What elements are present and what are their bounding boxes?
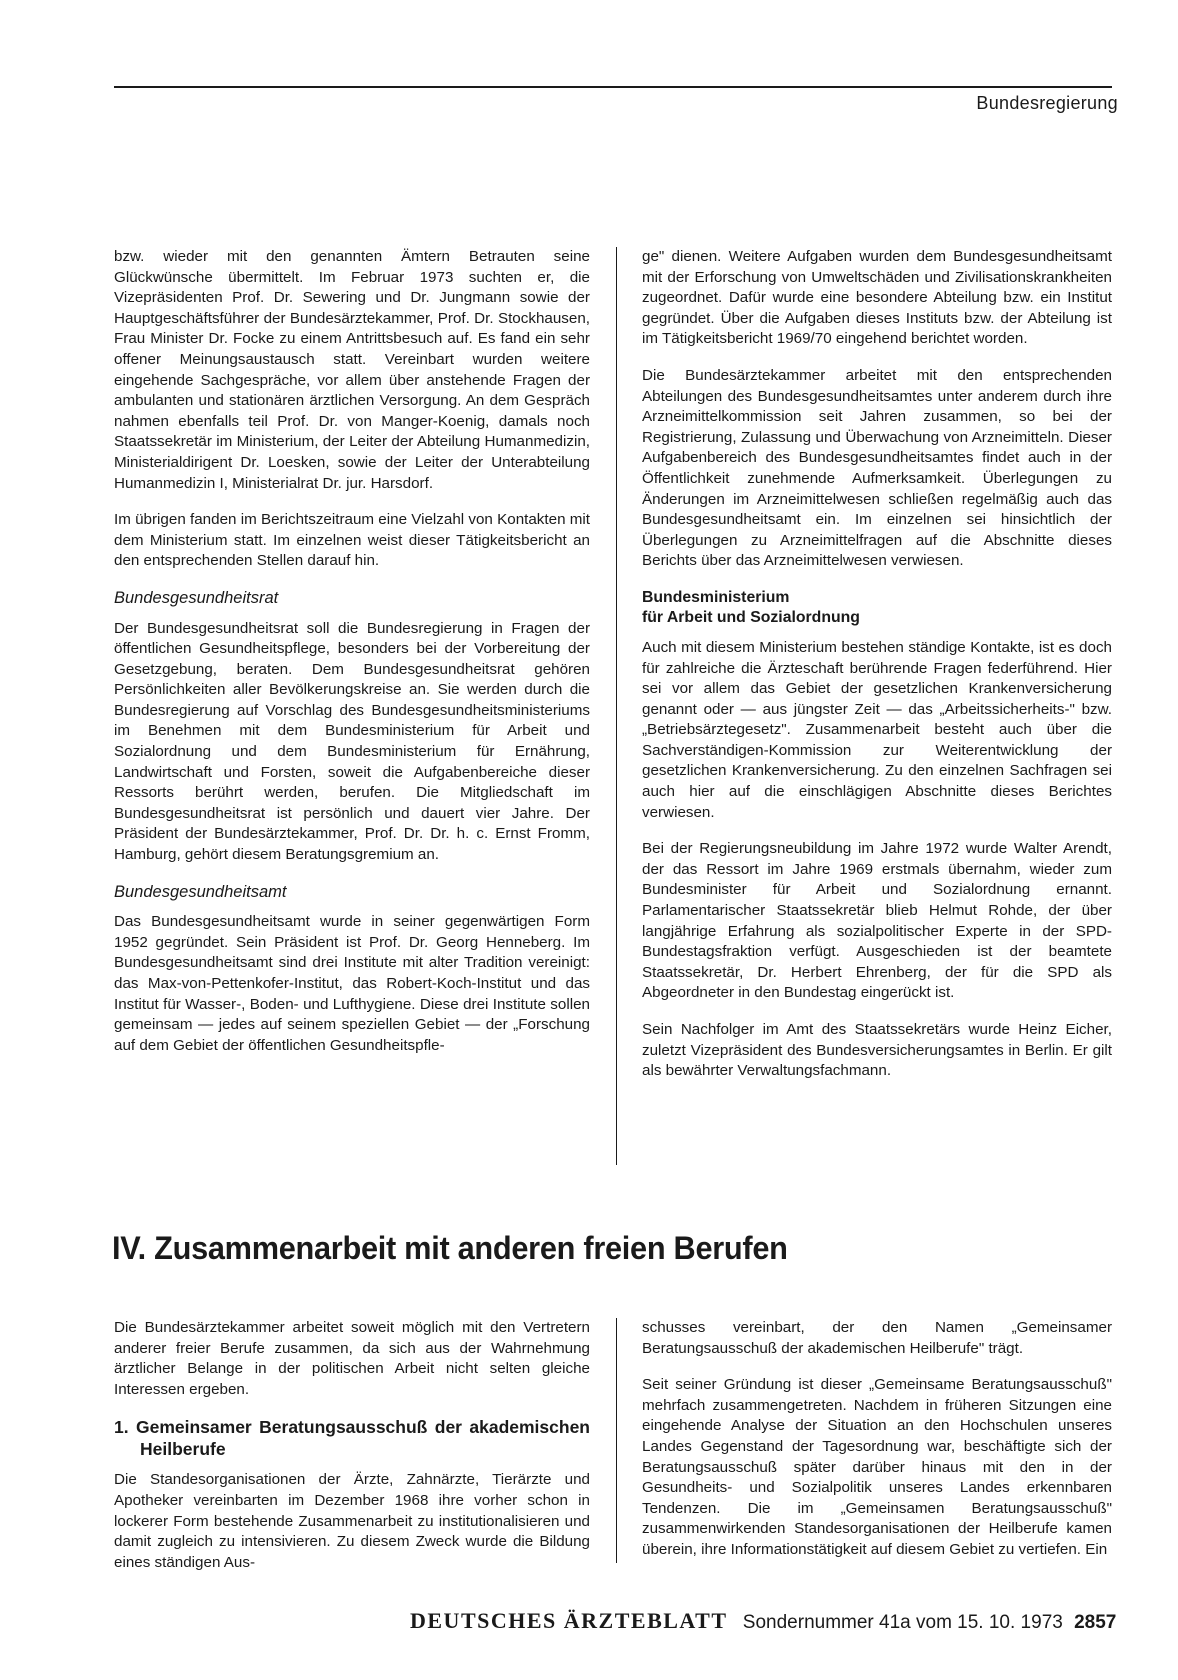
paragraph: ge" dienen. Weitere Aufgaben wurden dem Bundesgesundheitsamt mit der Erforschung von Umweltschäden und Zivilisationskrankheiten zugeordnet. Dafür wurde eine besondere Abteilung bzw. ein Institut gegründet. Über die Aufgaben dieses Instituts bzw. der Abteilung ist im Tätigkeitsbericht 1969/70 eingehend berichtet worden. xyxy=(642,248,1112,348)
subheading: Bundesgesundheitsrat xyxy=(114,588,279,607)
column-divider-top xyxy=(616,247,617,1165)
column-divider-bottom xyxy=(616,1318,617,1563)
paragraph: Bei der Regierungsneubildung im Jahre 1972 wurde Walter Arendt, der das Ressort im Jahre 1969 erstmals übernahm, wieder zum Bundesminister für Arbeit und Sozialordnung ernannt. Parlamentarischer Staatssekretär blieb Helmut Rohde, der über langjährige Erfahrung als sozialpolitischer Experte in der SPD-Bundestagsfraktion verfügt. Ausgeschieden ist der beamtete Staatssekretär, Dr. Herbert Ehrenberg, der für die SPD als Abgeordneter in den Bundestag eingerückt ist. xyxy=(642,840,1112,1002)
paragraph: bzw. wieder mit den genannten Ämtern Betrauten seine Glückwünsche übermittelt. Im Februar 1973 suchten er, die Vizepräsidenten Prof. Dr. Sewering und Dr. Jungmann sowie der Hauptgeschäftsführer der Bundesärztekammer, Prof. Dr. Stockhausen, Frau Minister Dr. Focke zu einem Antrittsbesuch auf. Es fand ein sehr offener Meinungsaustausch statt. Vereinbart wurden weitere eingehende Sachgespräche, vor allem über anstehende Fragen der ambulanten und stationären ärztlichen Versorgung. An dem Gespräch nahmen ebenfalls teil Prof. Dr. von Manger-Koenig, damals noch Staatssekretär im Ministerium, der Leiter der Abteilung Humanmedizin, Ministerialdirigent Dr. Loesken, sowie der Leiter der Unterabteilung Humanmedizin I, Ministerialrat Dr. jur. Harsdorf. xyxy=(114,248,590,492)
page-footer xyxy=(410,1608,1116,1634)
header-rule xyxy=(114,86,1112,88)
running-head: Bundesregierung xyxy=(976,93,1118,113)
top-left-column xyxy=(114,247,590,1072)
subheading: Bundesgesundheitsamt xyxy=(114,882,287,901)
numbered-heading: 1. Gemeinsamer Beratungsausschuß der akademischen Heilberufe xyxy=(114,1417,590,1460)
journal-name: DEUTSCHES ÄRZTEBLATT xyxy=(410,1608,728,1633)
subheading-line: Bundesministerium xyxy=(642,588,790,606)
paragraph: Auch mit diesem Ministerium bestehen ständige Kontakte, ist es doch für zahlreiche die Ärzteschaft berührende Fragen federführend. Hier sei vor allem das Gebiet der gesetzlichen Krankenversicherung genannt oder — aus jüngster Zeit — das „Arbeitssicherheits-" bzw. „Betriebsärztegesetz". Zusammenarbeit besteht auch über die Sachverständigen-Kommission zur Weiterentwicklung der gesetzlichen Krankenversicherung. Zu den einzelnen Sachfragen sei auch hier auf die einschlägigen Abschnitte dieses Berichtes verwiesen. xyxy=(642,638,1112,821)
paragraph: Der Bundesgesundheitsrat soll die Bundesregierung in Fragen der öffentlichen Gesundheitspflege, besonders bei der Vorbereitung der Gesetzgebung, beraten. Dem Bundesgesundheitsrat gehören Persönlichkeiten aller Bevölkerungskreise an. Sie werden durch die Bundesregierung auf Vorschlag des Bundesgesundheitsministeriums im Benehmen mit dem Bundesministerium für Arbeit und Sozialordnung und dem Bundesministerium für Ernährung, Landwirtschaft und Forsten, soweit die Aufgabenbereiche dieser Ressorts berührt werden, berufen. Die Mitgliedschaft im Bundesgesundheitsrat ist persönlich und dauert vier Jahre. Der Präsident der Bundesärztekammer, Prof. Dr. Dr. h. c. Ernst Fromm, Hamburg, gehört diesem Beratungsgremium an. xyxy=(114,619,590,864)
paragraph: Seit seiner Gründung ist dieser „Gemeinsame Beratungsausschuß" mehrfach zusammengetreten. Nachdem in früheren Sitzungen eine eingehende Analyse der Situation an den Hochschulen unseres Landes Gegenstand der Tagesordnung war, beschäftigte sich der Beratungsausschuß später darüber hinaus mit den in der Gesundheits- und Sozialpolitik unseres Landes erkennbaren Tendenzen. Die im „Gemeinsamen Beratungsausschuß" zusammenwirkenden Standesorganisationen der Heilberufe kamen überein, ihre Informationstätigkeit auf diesem Gebiet zu vertiefen. Ein xyxy=(642,1376,1112,1558)
paragraph: Im übrigen fanden im Berichtszeitraum eine Vielzahl von Kontakten mit dem Ministerium statt. Im einzelnen weist dieser Tätigkeitsbericht an den entsprechenden Stellen darauf hin. xyxy=(114,511,590,570)
paragraph: schusses vereinbart, der den Namen „Gemeinsamer Beratungsausschuß der akademischen Heilberufe" trägt. xyxy=(642,1319,1112,1357)
section-left-column xyxy=(114,1318,590,1589)
page-number: 2857 xyxy=(1074,1612,1117,1633)
subheading xyxy=(642,588,1112,628)
section-title: IV. Zusammenarbeit mit anderen freien Berufen xyxy=(112,1230,788,1266)
paragraph: Das Bundesgesundheitsamt wurde in seiner gegenwärtigen Form 1952 gegründet. Sein Präsident ist Prof. Dr. Georg Henneberg. Im Bundesgesundheitsamt sind drei Institute mit alter Tradition vereinigt: das Max-von-Pettenkofer-Institut, das Robert-Koch-Institut und das Institut für Wasser-, Boden- und Lufthygiene. Diese drei Institute sollen gemeinsam — jedes auf seinem speziellen Gebiet — der „Forschung auf dem Gebiet der öffentlichen Gesundheitspfle- xyxy=(114,913,590,1054)
paragraph: Die Bundesärztekammer arbeitet soweit möglich mit den Vertretern anderer freier Berufe zusammen, da sich aus der Wahrnehmung ärztlicher Belange in der politischen Arbeit nicht selten gleiche Interessen ergeben. xyxy=(114,1319,590,1398)
paragraph: Die Bundesärztekammer arbeitet mit den entsprechenden Abteilungen des Bundesgesundheitsamtes unter anderem durch ihre Arzneimittelkommission seit Jahren zusammen, so bei der Registrierung, Zulassung und Überwachung von Arzneimitteln. Dieser Aufgabenbereich des Bundesgesundheitsamtes findet auch in der Öffentlichkeit zunehmende Aufmerksamkeit. Überlegungen zu Änderungen im Arzneimittelwesen schließen regelmäßig auch das Bundesgesundheitsamt ein. Im einzelnen sei hinsichtlich der Überlegungen zu Arzneimittelfragen auf die Abschnitte dieses Berichts über das Arzneimittelwesen verwiesen. xyxy=(642,366,1112,570)
paragraph: Die Standesorganisationen der Ärzte, Zahnärzte, Tierärzte und Apotheker vereinbarten im Dezember 1968 ihre vorher schon in lockerer Form bestehende Zusammenarbeit zu institutionalisieren und damit zugleich zu intensivieren. Zu diesem Zweck wurde die Bildung eines ständigen Aus- xyxy=(114,1471,590,1571)
section-right-column xyxy=(642,1318,1112,1577)
paragraph: Sein Nachfolger im Amt des Staatssekretärs wurde Heinz Eicher, zuletzt Vizepräsident des Bundesversicherungsamtes in Berlin. Er gilt als bewährter Verwaltungsfachmann. xyxy=(642,1021,1112,1080)
issue-info: Sondernummer 41a vom 15. 10. 1973 xyxy=(742,1612,1063,1633)
subheading-line: für Arbeit und Sozialordnung xyxy=(642,608,860,626)
top-right-column xyxy=(642,247,1112,1098)
